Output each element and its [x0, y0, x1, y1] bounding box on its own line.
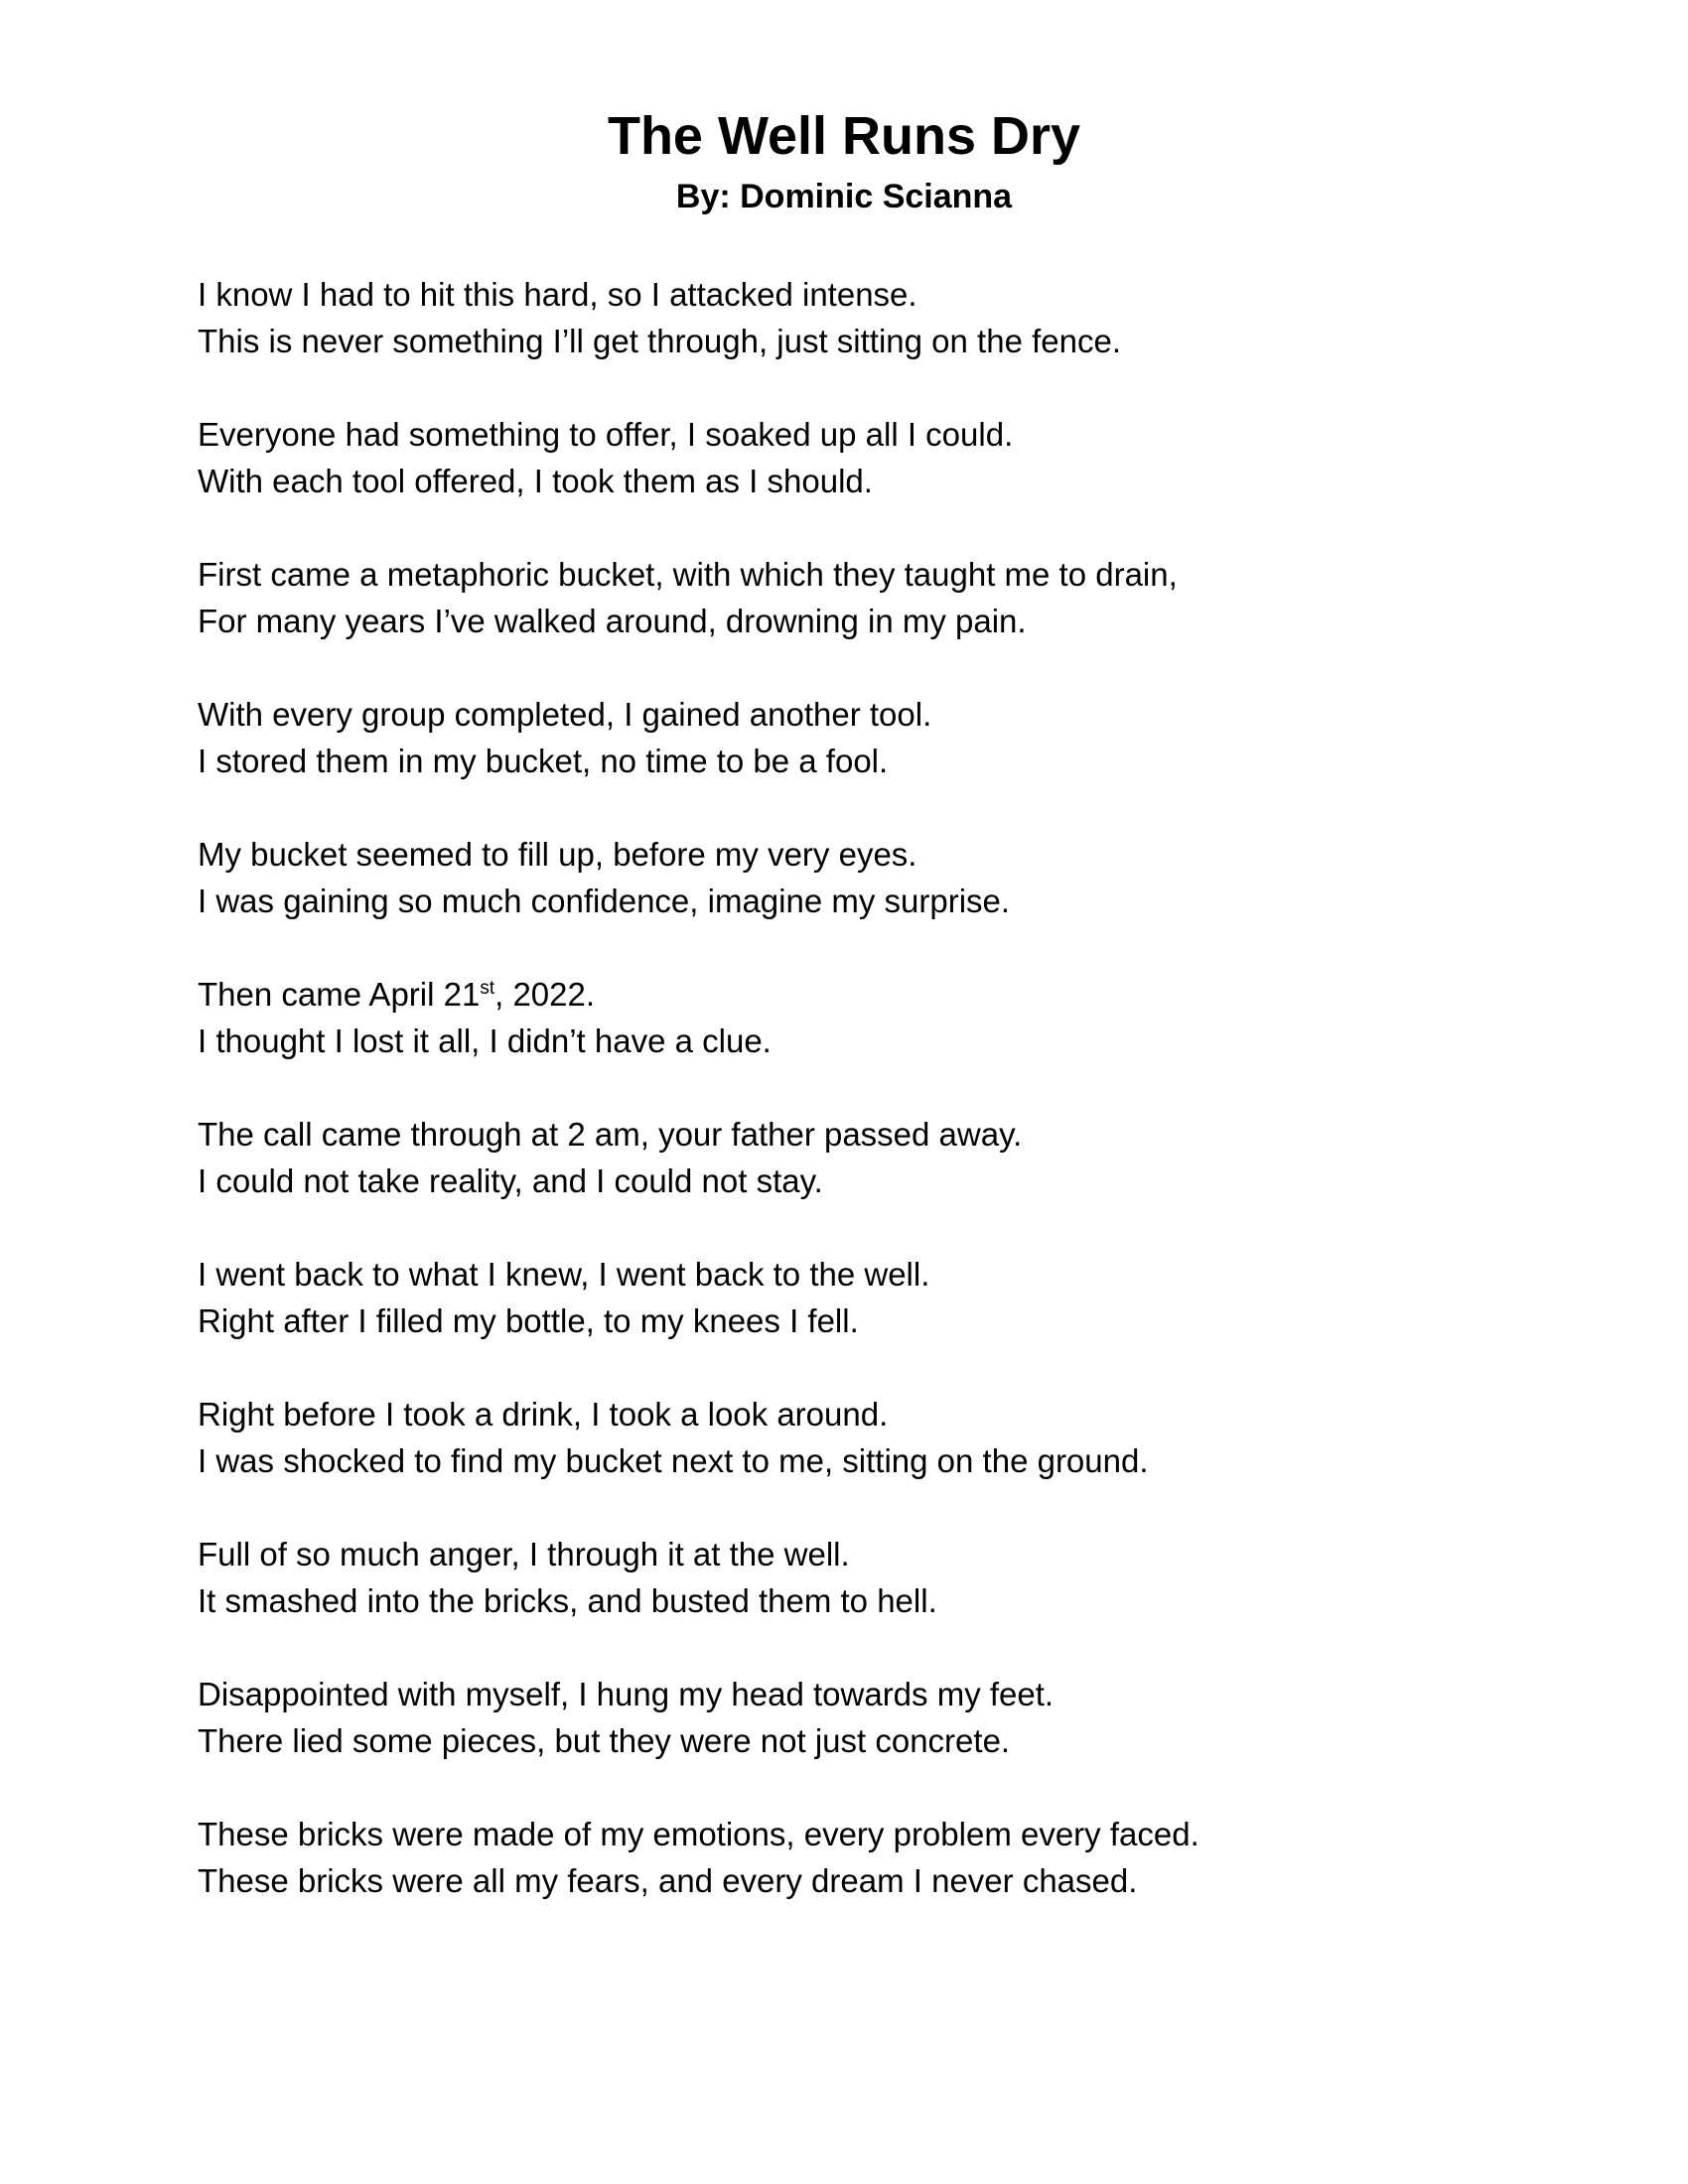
- poem-line: These bricks were all my fears, and every dream I never chased.: [198, 1862, 1138, 1899]
- poem-body: [198, 271, 1568, 1951]
- stanza: [198, 831, 1568, 924]
- poem-line: It smashed into the bricks, and busted them to hell.: [198, 1582, 937, 1619]
- poem-line: With each tool offered, I took them as I should.: [198, 463, 873, 499]
- author-byline: By: Dominic Scianna: [675, 178, 1013, 215]
- ordinal-suffix: st: [480, 978, 495, 999]
- date-line-text: Then came April 21: [198, 976, 481, 1013]
- poem-line: Right after I filled my bottle, to my knees I fell.: [198, 1302, 859, 1339]
- poem-line: Disappointed with myself, I hung my head towards my feet.: [198, 1676, 1055, 1712]
- poem-line: I could not take reality, and I could not stay.: [198, 1162, 823, 1199]
- stanza: [198, 1251, 1568, 1344]
- poem-line: The call came through at 2 am, your father passed away.: [198, 1116, 1023, 1153]
- poem-line: I went back to what I knew, I went back to the well.: [198, 1256, 930, 1293]
- stanza: [198, 1391, 1568, 1484]
- poem-line: I was shocked to find my bucket next to me, sitting on the ground.: [198, 1442, 1149, 1479]
- poem-date-line: [198, 971, 1568, 1018]
- stanza: [198, 971, 1568, 1064]
- stanza: [198, 271, 1568, 364]
- poem-line: I was gaining so much confidence, imagine my surprise.: [198, 883, 1011, 919]
- poem-line: These bricks were made of my emotions, every problem every faced.: [198, 1816, 1199, 1852]
- poem-line: I know I had to hit this hard, so I attacked intense.: [198, 276, 917, 313]
- poem-line: Everyone had something to offer, I soaked up all I could.: [198, 416, 1014, 453]
- stanza: [198, 691, 1568, 784]
- poem-line: For many years I’ve walked around, drowning in my pain.: [198, 603, 1027, 639]
- stanza: [198, 1671, 1568, 1764]
- poem-line: With every group completed, I gained another tool.: [198, 696, 932, 733]
- poem-line: This is never something I’ll get through, just sitting on the fence.: [198, 323, 1121, 359]
- poem-line: There lied some pieces, but they were not just concrete.: [198, 1722, 1011, 1759]
- stanza: [198, 1111, 1568, 1204]
- date-line-year: , 2022.: [494, 976, 596, 1013]
- poem-line: Right before I took a drink, I took a look around.: [198, 1396, 889, 1433]
- poem-line: First came a metaphoric bucket, with which they taught me to drain,: [198, 556, 1178, 593]
- stanza: [198, 411, 1568, 504]
- poem-line: I thought I lost it all, I didn’t have a clue.: [198, 1023, 772, 1059]
- stanza: [198, 551, 1568, 644]
- stanza: [198, 1811, 1568, 1904]
- document-header: [0, 99, 1688, 220]
- poem-line: I stored them in my bucket, no time to be a fool.: [198, 743, 889, 779]
- poem-title: The Well Runs Dry: [607, 106, 1081, 166]
- stanza: [198, 1531, 1568, 1624]
- poem-line: Full of so much anger, I through it at the well.: [198, 1536, 850, 1572]
- poem-line: My bucket seemed to fill up, before my very eyes.: [198, 836, 917, 873]
